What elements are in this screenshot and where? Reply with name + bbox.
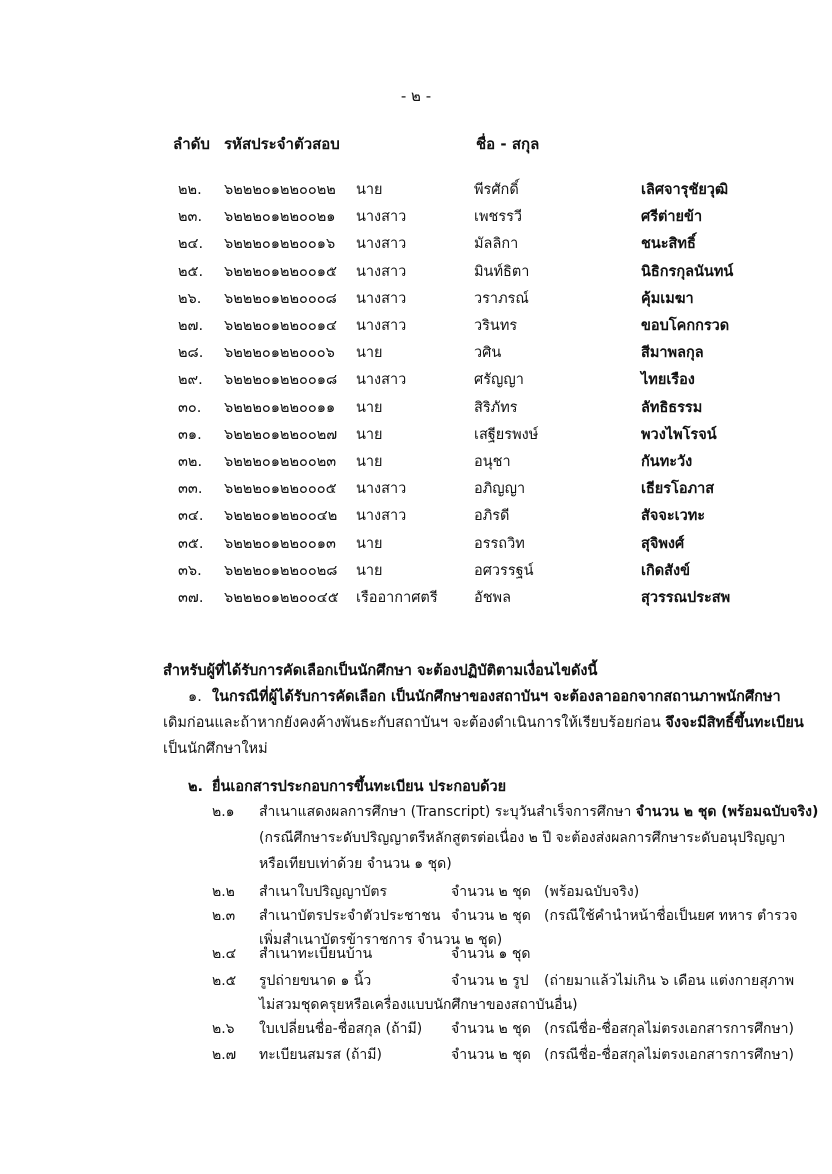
last-name: ไทยเรือง: [641, 372, 695, 389]
first-name: วราภรณ์: [474, 290, 529, 307]
name-title: นาย: [356, 535, 383, 552]
table-row: [0, 341, 832, 367]
row-number: ๒๒.: [178, 182, 202, 198]
name-title: นางสาว: [356, 236, 407, 253]
sub-note-line2: ไม่สวมชุดครุยหรือเครื่องแบบนักศึกษาของสถาบันอื่น): [259, 997, 578, 1013]
name-title: นางสาว: [356, 372, 407, 389]
exam-code: ๖๒๒๒๐๑๒๒๐๐๒๘: [224, 562, 338, 579]
sub-text: สำเนาแสดงผลการศึกษา (Transcript) ระบุวันสำเร็จการศึกษา: [259, 804, 636, 820]
sub-note: (กรณีชื่อ-ชื่อสกุลไม่ตรงเอกสารการศึกษา): [544, 1021, 795, 1037]
item2-number: ๒.: [188, 779, 204, 795]
first-name: วศิน: [474, 345, 502, 362]
row-number: ๒๔.: [178, 236, 204, 253]
item1-lead: ในกรณีที่ผู้ได้รับการคัดเลือก เป็นนักศึกษาของสถาบันฯ จะต้องลาออกจากสถานภาพนักศึกษา: [212, 689, 781, 705]
item1-line2-text: เดิมก่อนและถ้าหากยังคงค้างพันธะกับสถาบันฯ จะต้องดำเนินการให้เรียบร้อยก่อน: [163, 715, 666, 731]
first-name: เสฐียรพงษ์: [474, 426, 539, 443]
row-number: ๒๖.: [178, 290, 202, 307]
first-name: วรินทร: [474, 318, 518, 334]
item1-number: ๑.: [188, 689, 202, 705]
last-name: สุวรรณประสพ: [641, 590, 731, 606]
sub-note: (พร้อมฉบับจริง): [544, 884, 640, 900]
row-number: ๒๘.: [178, 345, 204, 362]
table-row: [0, 450, 832, 476]
table-row: [0, 232, 832, 258]
sub-label: สำเนาใบปริญญาบัตร: [259, 884, 387, 900]
exam-code: ๖๒๒๒๐๑๒๒๐๐๒๑: [224, 209, 336, 226]
last-name: กันทะวัง: [641, 454, 693, 470]
first-name: ศรัญญา: [474, 372, 524, 389]
table-row: [0, 314, 832, 340]
exam-code: ๖๒๒๒๐๑๒๒๐๐๒๒: [224, 182, 336, 198]
exam-code: ๖๒๒๒๐๑๒๒๐๐๔๕: [224, 590, 339, 606]
sub-number: ๒.๓: [212, 908, 236, 924]
sub-note: (กรณีชื่อ-ชื่อสกุลไม่ตรงเอกสารการศึกษา): [544, 1047, 795, 1063]
row-number: ๒๓.: [178, 209, 203, 226]
sub-note-line2: เพิ่มสำเนาบัตรข้าราชการ จำนวน ๒ ชุด): [259, 932, 503, 948]
last-name: เลิศจารุชัยวุฒิ: [641, 182, 729, 198]
exam-code: ๖๒๒๒๐๑๒๒๐๐๑๘: [224, 372, 338, 389]
table-row: [0, 559, 832, 585]
last-name: ชนะสิทธิ์: [641, 236, 696, 253]
last-name: ลัทธิธรรม: [641, 399, 703, 416]
first-name: มัลลิกา: [474, 236, 519, 253]
item1-line2-bold: จึงจะมีสิทธิ์ขึ้นทะเบียน: [665, 715, 804, 731]
last-name: คุ้มเมฆา: [641, 290, 694, 307]
name-title: นางสาว: [356, 508, 407, 525]
first-name: มินท์ธิตา: [474, 263, 530, 280]
sub-number: ๒.๒: [212, 884, 235, 900]
exam-code: ๖๒๒๒๐๑๒๒๐๐๒๓: [224, 454, 337, 470]
table-row: [0, 287, 832, 313]
first-name: เพชรรวี: [474, 209, 523, 226]
sub-qty: จำนวน ๒ รูป: [451, 973, 529, 989]
name-title: นาย: [356, 399, 383, 416]
exam-code: ๖๒๒๒๐๑๒๒๐๐๔๒: [224, 508, 338, 525]
row-number: ๓๒.: [178, 454, 203, 470]
sub-qty: จำนวน ๑ ชุด: [451, 946, 531, 962]
sub-line2: (กรณีศึกษาระดับปริญญาตรีหลักสูตรต่อเนื่อง ๒ ปี จะต้องส่งผลการศึกษาระดับอนุปริญญา: [259, 830, 786, 846]
row-number: ๓๕.: [178, 535, 204, 552]
row-number: ๒๕.: [178, 263, 204, 280]
sub-line3: หรือเทียบเท่าด้วย จำนวน ๑ ชุด): [259, 856, 452, 872]
row-number: ๓๑.: [178, 426, 202, 443]
first-name: สิริภัทร: [474, 399, 518, 416]
first-name: พีรศักดิ์: [474, 182, 519, 198]
exam-code: ๖๒๒๒๐๑๒๒๐๐๐๖: [224, 345, 335, 362]
first-name: อัชพล: [474, 590, 511, 606]
sub-qty: จำนวน ๒ ชุด: [451, 908, 531, 924]
sub-qty: จำนวน ๒ ชุด (พร้อมฉบับจริง): [635, 804, 819, 820]
sub-label: สำเนาทะเบียนบ้าน: [259, 946, 373, 962]
table-row: [0, 396, 832, 422]
exam-code: ๖๒๒๒๐๑๒๒๐๐๑๑: [224, 399, 336, 416]
name-title: นางสาว: [356, 290, 407, 307]
exam-code: ๖๒๒๒๐๑๒๒๐๐๑๓: [224, 535, 336, 552]
name-title: นางสาว: [356, 318, 407, 334]
name-title: นางสาว: [356, 263, 407, 280]
first-name: อศวรรฐน์: [474, 562, 534, 579]
sub-label: ทะเบียนสมรส (ถ้ามี): [259, 1047, 382, 1063]
sub-qty: จำนวน ๒ ชุด: [451, 884, 531, 900]
first-name: อภิญญา: [474, 481, 526, 498]
header-no: ลำดับ: [173, 135, 210, 153]
row-number: ๒๗.: [178, 318, 204, 334]
first-name: อนุชา: [474, 454, 511, 470]
page-number: - ๒ -: [400, 87, 432, 105]
sub-number: ๒.๑: [212, 804, 235, 820]
name-title: นางสาว: [356, 209, 407, 226]
row-number: ๓๐.: [178, 399, 202, 416]
item1-line3: เป็นนักศึกษาใหม่: [163, 741, 268, 757]
table-row: [0, 532, 832, 558]
sub-number: ๒.๔: [212, 946, 237, 962]
table-row: [0, 586, 832, 612]
name-title: นาย: [356, 426, 383, 443]
last-name: สุจิพงศ์: [641, 535, 685, 552]
conditions-title: สำหรับผู้ที่ได้รับการคัดเลือกเป็นนักศึกษา จะต้องปฏิบัติตามเงื่อนไขดังนี้: [163, 663, 598, 679]
row-number: ๓๖.: [178, 562, 202, 579]
first-name: อภิรดี: [474, 508, 510, 525]
sub-label: รูปถ่ายขนาด ๑ นิ้ว: [259, 973, 372, 989]
table-row: [0, 423, 832, 449]
sub-line: [259, 801, 818, 823]
sub-label: สำเนาบัตรประจำตัวประชาชน: [259, 908, 441, 924]
exam-code: ๖๒๒๒๐๑๒๒๐๐๑๕: [224, 263, 337, 280]
sub-note: (ถ่ายมาแล้วไม่เกิน ๖ เดือน แต่งกายสุภาพ: [544, 973, 795, 989]
table-row: [0, 205, 832, 231]
exam-code: ๖๒๒๒๐๑๒๒๐๐๐๕: [224, 481, 337, 498]
last-name: สัจจะเวทะ: [641, 508, 706, 525]
sub-number: ๒.๕: [212, 973, 237, 989]
row-number: ๒๙.: [178, 372, 203, 389]
last-name: นิธิกรกุลนันทน์: [641, 263, 734, 280]
row-number: ๓๓.: [178, 481, 203, 498]
name-title: นาย: [356, 454, 383, 470]
table-row: [0, 504, 832, 530]
last-name: พวงไพโรจน์: [641, 426, 717, 443]
sub-qty: จำนวน ๒ ชุด: [451, 1021, 531, 1037]
exam-code: ๖๒๒๒๐๑๒๒๐๐๑๔: [224, 318, 337, 334]
sub-number: ๒.๗: [212, 1047, 237, 1063]
table-row: [0, 178, 832, 204]
name-title: นาย: [356, 182, 383, 198]
exam-code: ๖๒๒๒๐๑๒๒๐๐๐๘: [224, 290, 337, 307]
item1-line1: [212, 685, 781, 708]
table-row: [0, 260, 832, 286]
item1-line2: [163, 711, 804, 734]
first-name: อรรถวิท: [474, 535, 525, 552]
name-title: นางสาว: [356, 481, 407, 498]
sub-label: ใบเปลี่ยนชื่อ-ชื่อสกุล (ถ้ามี): [259, 1021, 423, 1037]
last-name: ขอบโคกกรวด: [641, 318, 730, 334]
sub-qty: จำนวน ๒ ชุด: [451, 1047, 531, 1063]
name-title: นาย: [356, 562, 383, 579]
row-number: ๓๔.: [178, 508, 204, 525]
exam-code: ๖๒๒๒๐๑๒๒๐๐๒๗: [224, 426, 338, 443]
item2-title: ยื่นเอกสารประกอบการขึ้นทะเบียน ประกอบด้วย: [212, 779, 507, 795]
last-name: เกิดสังข์: [641, 562, 690, 579]
exam-code: ๖๒๒๒๐๑๒๒๐๐๑๖: [224, 236, 336, 253]
table-row: [0, 368, 832, 394]
sub-number: ๒.๖: [212, 1021, 235, 1037]
header-code: รหัสประจำตัวสอบ: [224, 135, 340, 153]
last-name: เธียรโอภาส: [641, 481, 715, 498]
table-row: [0, 477, 832, 503]
name-title: นาย: [356, 345, 383, 362]
last-name: ศรีต่ายข้า: [641, 209, 703, 226]
header-name: ชื่อ - สกุล: [476, 135, 540, 153]
sub-note: (กรณีใช้คำนำหน้าชื่อเป็นยศ ทหาร ตำรวจ: [544, 908, 798, 924]
last-name: สีมาพลกุล: [641, 345, 704, 362]
name-title: เรืออากาศตรี: [356, 590, 438, 606]
row-number: ๓๗.: [178, 590, 204, 606]
